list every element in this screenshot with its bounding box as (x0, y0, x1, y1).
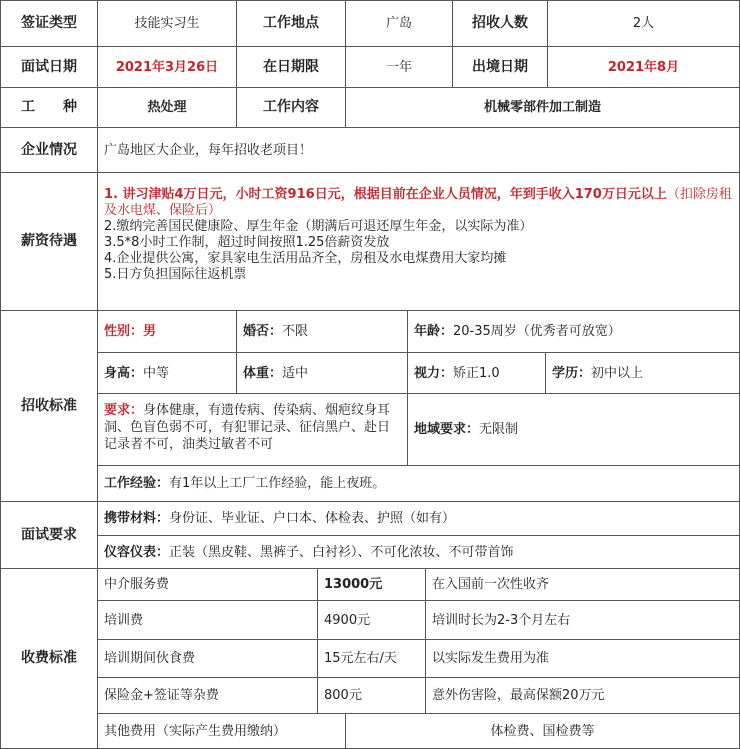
gender-label: 性别： (104, 324, 144, 339)
fee-note: 培训时长为2-3个月左右 (432, 612, 571, 628)
region-label: 地域要求： (414, 422, 480, 437)
salary-line-1 (104, 187, 733, 219)
salary-details (98, 187, 739, 307)
materials-value: 身份证、毕业证、户口本、体检表、护照（如有） (169, 511, 456, 526)
height-label: 身高： (104, 365, 144, 381)
fee-note: 意外伤害险，最高保额20万元 (432, 688, 605, 703)
departure-value: 2021年8月 (607, 59, 680, 75)
education-label: 学历： (552, 365, 592, 381)
fee-amount: 4900元 (324, 612, 371, 628)
fees-label: 收费标准 (21, 650, 77, 666)
visa-type-value: 技能实习生 (134, 16, 200, 31)
marital-field (237, 311, 407, 352)
interview-date-value: 2021年3月26日 (115, 59, 219, 75)
fee-note: 在入国前一次性收齐 (432, 577, 550, 592)
fee-amount: 800元 (324, 688, 362, 703)
job-type-label: 工 种 (21, 99, 77, 115)
salary-note: （扣除房租及水电煤、保险后） (104, 187, 732, 218)
fee-amount: 13000元 (324, 577, 383, 592)
other-fee-note: 体检费、国检费等 (490, 723, 595, 739)
salary-line-4: 4.企业提供公寓，家具家电生活用品齐全，房租及水电煤费用大家均摊 (104, 251, 507, 266)
fee-item: 保险金+签证等杂费 (104, 688, 219, 703)
vision-field (408, 353, 545, 393)
work-content-value: 机械零部件加工制造 (483, 100, 601, 115)
salary-highlight: 1. 讲习津贴4万日元，小时工资916日元，根据目前在企业人员情况，年到手收入170万日元以上 (104, 187, 667, 202)
term-value: 一年 (385, 59, 412, 75)
appearance-field (98, 536, 739, 568)
marital-value: 不限 (282, 324, 309, 339)
salary-label: 薪资待遇 (21, 233, 77, 249)
requirement-field (98, 400, 407, 465)
work-place-value: 广岛 (385, 16, 412, 31)
appearance-label: 仪容仪表： (104, 544, 170, 560)
experience-value: 有1年以上工厂工作经验，能上夜班。 (169, 476, 386, 491)
education-value: 初中以上 (591, 365, 644, 381)
fee-note: 以实际发生费用为准 (432, 651, 550, 666)
company-label: 企业情况 (21, 141, 77, 158)
education-field (546, 353, 739, 393)
interview-date-label: 面试日期 (21, 58, 77, 75)
materials-label: 携带材料： (104, 511, 170, 526)
vision-label: 视力： (414, 365, 454, 381)
appearance-value: 正装（黑皮鞋、黑裤子、白衬衫）、不可化浓妆、不可带首饰 (169, 544, 514, 560)
departure-label: 出境日期 (472, 58, 528, 75)
materials-field (98, 502, 739, 535)
recruit-count-label: 招收人数 (472, 15, 528, 31)
requirement-label: 要求： (104, 403, 144, 418)
work-content-label: 工作内容 (263, 99, 319, 115)
weight-label: 体重： (243, 365, 283, 381)
work-place-label: 工作地点 (263, 15, 319, 31)
age-label: 年龄： (414, 324, 454, 339)
region-value: 无限制 (479, 422, 519, 437)
fee-item: 培训期间伙食费 (104, 651, 196, 666)
salary-line-3: 3.5*8小时工作制，超过时间按照1.25倍薪资发放 (104, 235, 390, 250)
recruit-label: 招收标准 (21, 397, 77, 414)
age-field (408, 311, 739, 352)
age-value: 20-35周岁（优秀者可放宽） (453, 324, 621, 339)
vision-value: 矫正1.0 (453, 365, 500, 381)
other-fee-item: 其他费用（实际产生费用缴纳） (104, 723, 287, 739)
gender-value: 男 (143, 324, 157, 339)
region-field (408, 394, 739, 465)
fee-item: 培训费 (104, 612, 144, 628)
grid-line (0, 172, 740, 173)
term-label: 在日期限 (263, 58, 319, 75)
experience-field (98, 466, 739, 501)
weight-value: 适中 (282, 365, 309, 381)
height-field (98, 353, 236, 393)
experience-label: 工作经验： (104, 476, 170, 491)
gender-field (98, 311, 236, 352)
salary-line-5: 5.日方负担国际往返机票 (104, 267, 247, 282)
visa-type-label: 签证类型 (21, 15, 77, 31)
fee-item: 中介服务费 (104, 577, 170, 592)
recruit-count-value: 2人 (632, 16, 655, 31)
salary-line-2: 2.缴纳完善国民健康险、厚生年金（期满后可退还厚生年金，以实际为准） (104, 219, 533, 234)
marital-label: 婚否： (243, 324, 283, 339)
company-value: 广岛地区大企业，每年招收老项目！ (104, 142, 313, 158)
weight-field (237, 353, 407, 393)
fee-amount: 15元左右/天 (324, 651, 397, 666)
height-value: 中等 (143, 365, 170, 381)
requirement-value: 身体健康，有遗传病、传染病、烟疤纹身耳洞、色盲色弱不可，有犯罪记录、征信黑户、赴日记录者不可，油类过敏者不可 (104, 403, 391, 452)
job-type-value: 热处理 (147, 100, 187, 115)
interview-label: 面试要求 (21, 526, 77, 543)
